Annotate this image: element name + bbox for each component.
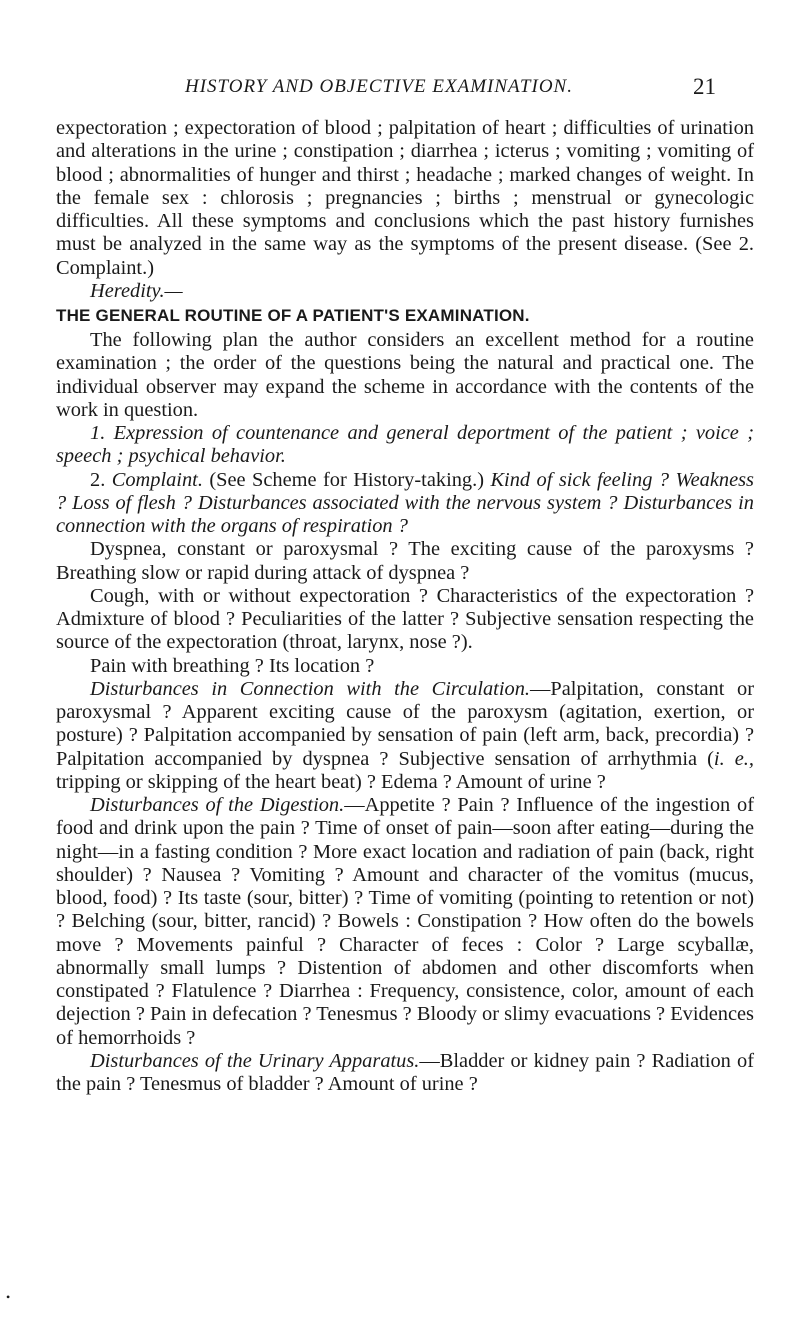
item-1 <box>56 422 754 469</box>
circulation-text-2: tripping or skipping of the heart beat) ? Edema ? Amount of urine ? <box>56 770 606 793</box>
item-1-text: 1. Expression of countenance and general deportment of the patient ; voice ; speech ; psychical behavior. <box>56 422 754 468</box>
running-head <box>0 76 801 106</box>
margin-mark: • <box>6 1290 11 1304</box>
item-2-complaint: Complaint. <box>111 468 203 491</box>
item-2-questions: Kind of sick feeling ? Weakness ? Loss of flesh ? Disturbances associated with the nervous system ? Disturbances in connection with the organs of respiration ? <box>56 468 754 537</box>
paragraph-urinary <box>56 1050 754 1097</box>
paragraph-pain-breathing: Pain with breathing ? Its location ? <box>90 654 375 677</box>
circulation-ie: i. e., <box>713 747 754 770</box>
circulation-text: —Palpitation, constant or paroxysmal ? Apparent exciting cause of the paroxysm (agitation, exertion, or posture) ? Palpitation accompanied by sensation of pain (left arm, back, precordia) ? Palpitation accompanied by dyspnea ? Subjective sensation of arrhythmia ( <box>56 677 754 770</box>
page-body <box>56 117 754 1096</box>
running-head-title: HISTORY AND OBJECTIVE EXAMINATION. <box>185 76 573 97</box>
paragraph-digestion <box>56 794 754 1050</box>
item-2 <box>56 469 754 539</box>
heredity-label <box>56 280 754 303</box>
paragraph-past-history: expectoration ; expectoration of blood ; palpitation of heart ; difficulties of urination and alterations in the urine ; constipation ; diarrhea ; icterus ; vomiting ; vomiting of blood ; abnormalities of hunger and thirst ; headache ; marked changes of weight. In the female sex : chlorosis ; pregnancies ; births ; menstrual or gynecologic difficulties. All these symptoms and conclusions which the past history furnishes must be analyzed in the same way as the symptoms of the present disease. (See 2. Complaint.) <box>56 117 754 279</box>
item-2-number: 2. <box>90 468 106 491</box>
page-number: 21 <box>693 74 716 99</box>
section-heading: THE GENERAL ROUTINE OF A PATIENT'S EXAMINATION. <box>56 306 530 325</box>
digestion-text: —Appetite ? Pain ? Influence of the ingestion of food and drink upon the pain ? Time of onset of pain—soon after eating—during the night—in a fasting condition ? More exact location and radiation of pain (back, right shoulder) ? Nausea ? Vomiting ? Amount and character of the vomitus (mucus, blood, food) ? Its taste (sour, bitter) ? Time of vomiting (pointing to retention or not) ? Belching (sour, bitter, rancid) ? Bowels : Constipation ? How often do the bowels move ? Movements painful ? Character of feces : Color ? Large scyballæ, abnormally small lumps ? Distention of abdomen and other discomforts when constipated ? Flatulence ? Diarrhea : Frequency, consistence, color, amount of each dejection ? Pain in defecation ? Tenesmus ? Bloody or slimy evacuations ? Evidences of hemorrhoids ? <box>56 794 754 1049</box>
paragraph-dyspnea: Dyspnea, constant or paroxysmal ? The exciting cause of the paroxysms ? Breathing slow or rapid during attack of dyspnea ? <box>56 538 754 584</box>
circulation-title: Disturbances in Connection with the Circulation. <box>90 677 531 700</box>
urinary-title: Disturbances of the Urinary Apparatus. <box>90 1049 420 1072</box>
paragraph-routine-plan: The following plan the author considers an excellent method for a routine examination ; the order of the questions being the natural and practical one. The individual observer may expand the scheme in accordance with the contents of the work in question. <box>56 329 754 421</box>
urinary-text: —Bladder or kidney pain ? Radiation of the pain ? Tenesmus of bladder ? Amount of urine ? <box>56 1049 754 1095</box>
item-2-see-scheme: (See Scheme for History-taking.) <box>209 468 485 491</box>
heredity-text: Heredity.— <box>90 279 183 302</box>
paragraph-cough: Cough, with or without expectoration ? Characteristics of the expectoration ? Admixture of blood ? Peculiarities of the latter ? Subjective sensation respecting the source of the expectoration (throat, larynx, nose ?). <box>56 584 754 654</box>
digestion-title: Disturbances of the Digestion. <box>90 794 345 816</box>
paragraph-circulation <box>56 678 754 794</box>
